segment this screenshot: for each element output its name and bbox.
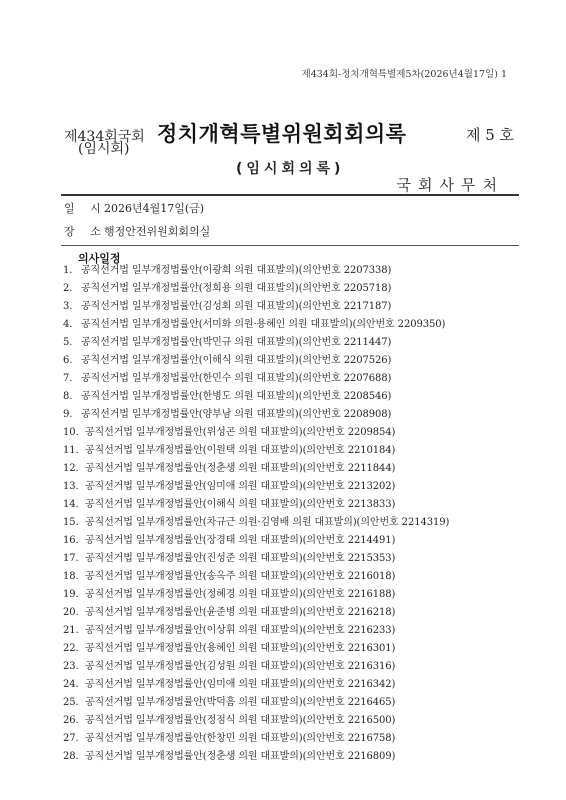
agenda-item-number: 27. <box>63 733 79 744</box>
agenda-item-number: 28. <box>63 751 79 762</box>
page-title: 정치개혁특별위원회회의록 <box>157 122 407 146</box>
agenda-item-text: 공직선거법 일부개정법률안(위성곤 의원 대표발의)(의안번호 2209854) <box>85 427 396 438</box>
agenda-item-number: 23. <box>63 661 79 672</box>
agenda-item-text: 공직선거법 일부개정법률안(서미화 의원·용혜인 의원 대표발의)(의안번호 2209350) <box>81 319 446 330</box>
agenda-item <box>63 676 536 694</box>
agenda-item <box>63 442 536 460</box>
agenda-item <box>63 712 536 730</box>
agenda-item <box>63 280 536 298</box>
date-value: 2026년4월17일(금) <box>104 202 205 215</box>
agenda-item-number: 10. <box>63 427 79 438</box>
agenda-item-text: 공직선거법 일부개정법률안(임미애 의원 대표발의)(의안번호 2216342) <box>85 679 396 690</box>
agenda-item <box>63 424 536 442</box>
divider-bottom <box>61 245 519 246</box>
temporary-session-label: (임시회) <box>78 141 130 157</box>
agenda-item-text: 공직선거법 일부개정법률안(송옥주 의원 대표발의)(의안번호 2216018) <box>85 571 396 582</box>
running-header: 제434회-정치개혁특별제5차(2026년4월17일) 1 <box>301 69 507 80</box>
agenda-item-text: 공직선거법 일부개정법률안(이해식 의원 대표발의)(의안번호 2213833) <box>85 499 396 510</box>
agenda-item <box>63 514 536 532</box>
agenda-item-text: 공직선거법 일부개정법률안(진성준 의원 대표발의)(의안번호 2215353) <box>85 553 396 564</box>
agenda-item-text: 공직선거법 일부개정법률안(차규근 의원·김영배 의원 대표발의)(의안번호 2214319) <box>85 517 450 528</box>
agenda-item-number: 5. <box>63 337 73 348</box>
agenda-item-number: 15. <box>63 517 79 528</box>
agenda-item-text: 공직선거법 일부개정법률안(한민수 의원 대표발의)(의안번호 2207688) <box>81 373 392 384</box>
agenda-item <box>63 586 536 604</box>
agenda-item-number: 16. <box>63 535 79 546</box>
agenda-item <box>63 748 536 766</box>
agenda-item-text: 공직선거법 일부개정법률안(이상휘 의원 대표발의)(의안번호 2216233) <box>85 625 396 636</box>
agenda-item-number: 26. <box>63 715 79 726</box>
agenda-item-text: 공직선거법 일부개정법률안(양부남 의원 대표발의)(의안번호 2208908) <box>81 409 392 420</box>
agenda-item-text: 공직선거법 일부개정법률안(장경태 의원 대표발의)(의안번호 2214491) <box>85 535 396 546</box>
agenda-item <box>63 568 536 586</box>
agenda-item-number: 25. <box>63 697 79 708</box>
agenda-item-text: 공직선거법 일부개정법률안(정희용 의원 대표발의)(의안번호 2205718) <box>81 283 392 294</box>
agenda-item <box>63 406 536 424</box>
minutes-type-label: (임시회의록) <box>236 161 345 177</box>
agenda-item-number: 20. <box>63 607 79 618</box>
agenda-item-number: 1. <box>63 265 73 276</box>
agenda-item-text: 공직선거법 일부개정법률안(박덕흠 의원 대표발의)(의안번호 2216465) <box>85 697 396 708</box>
meeting-place-row <box>64 223 210 239</box>
agenda-item <box>63 658 536 676</box>
agenda-item <box>63 622 536 640</box>
agenda-item <box>63 550 536 568</box>
agenda-item <box>63 532 536 550</box>
agenda-item <box>63 370 536 388</box>
issue-number: 제 5 호 <box>465 126 514 144</box>
agenda-item-number: 4. <box>63 319 73 330</box>
agenda-item <box>63 604 536 622</box>
agenda-heading: 의사일정 <box>78 252 121 265</box>
agenda-item-text: 공직선거법 일부개정법률안(이해식 의원 대표발의)(의안번호 2207526) <box>81 355 392 366</box>
agenda-item-number: 12. <box>63 463 79 474</box>
agenda-item <box>63 262 536 280</box>
agenda-item <box>63 460 536 478</box>
agenda-item-number: 18. <box>63 571 79 582</box>
agenda-item <box>63 640 536 658</box>
agenda-item-number: 11. <box>63 445 79 456</box>
agenda-item-number: 7. <box>63 373 73 384</box>
place-label: 장 소 <box>64 225 107 238</box>
agenda-item-text: 공직선거법 일부개정법률안(이광희 의원 대표발의)(의안번호 2207338) <box>81 265 392 276</box>
agenda-item-text: 공직선거법 일부개정법률안(임미애 의원 대표발의)(의안번호 2213202) <box>85 481 396 492</box>
agenda-item <box>63 352 536 370</box>
meeting-date-row <box>64 200 204 216</box>
agenda-item-number: 22. <box>63 643 79 654</box>
agenda-item-number: 17. <box>63 553 79 564</box>
agenda-item-text: 공직선거법 일부개정법률안(윤준병 의원 대표발의)(의안번호 2216218) <box>85 607 396 618</box>
agenda-item-number: 21. <box>63 625 79 636</box>
agenda-item <box>63 478 536 496</box>
agenda-item-number: 9. <box>63 409 73 420</box>
agenda-item-text: 공직선거법 일부개정법률안(용혜인 의원 대표발의)(의안번호 2216301) <box>85 643 396 654</box>
agenda-item <box>63 298 536 316</box>
session-label: 제434회국회 <box>64 129 145 145</box>
agenda-item-number: 14. <box>63 499 79 510</box>
agenda-item <box>63 334 536 352</box>
agenda-item-text: 공직선거법 일부개정법률안(정춘생 의원 대표발의)(의안번호 2216809) <box>85 751 396 762</box>
agenda-item-text: 공직선거법 일부개정법률안(김성회 의원 대표발의)(의안번호 2217187) <box>81 301 392 312</box>
agenda-item-text: 공직선거법 일부개정법률안(한병도 의원 대표발의)(의안번호 2208546) <box>81 391 392 402</box>
agenda-item <box>63 388 536 406</box>
agenda-item-number: 19. <box>63 589 79 600</box>
date-label: 일 시 <box>64 202 107 215</box>
agenda-item-number: 13. <box>63 481 79 492</box>
agenda-item-number: 24. <box>63 679 79 690</box>
agenda-item-text: 공직선거법 일부개정법률안(정점식 의원 대표발의)(의안번호 2216500) <box>85 715 396 726</box>
agenda-item-number: 6. <box>63 355 73 366</box>
agenda-list <box>63 262 536 766</box>
agenda-item-text: 공직선거법 일부개정법률안(한창민 의원 대표발의)(의안번호 2216758) <box>85 733 396 744</box>
agenda-item-text: 공직선거법 일부개정법률안(박민규 의원 대표발의)(의안번호 2211447) <box>81 337 392 348</box>
divider-top <box>61 194 519 196</box>
agenda-item-text: 공직선거법 일부개정법률안(김성원 의원 대표발의)(의안번호 2216316) <box>85 661 396 672</box>
agenda-item <box>63 496 536 514</box>
agenda-item-number: 2. <box>63 283 73 294</box>
place-value: 행정안전위원회회의실 <box>104 225 211 238</box>
agenda-item-number: 3. <box>63 301 73 312</box>
agenda-item <box>63 694 536 712</box>
agenda-item-text: 공직선거법 일부개정법률안(정춘생 의원 대표발의)(의안번호 2211844) <box>85 463 396 474</box>
agenda-item-text: 공직선거법 일부개정법률안(이원택 의원 대표발의)(의안번호 2210184) <box>85 445 396 456</box>
publisher: 국회사무처 <box>396 176 504 194</box>
agenda-item <box>63 316 536 334</box>
agenda-item-text: 공직선거법 일부개정법률안(정혜경 의원 대표발의)(의안번호 2216188) <box>85 589 396 600</box>
agenda-item <box>63 730 536 748</box>
agenda-item-number: 8. <box>63 391 73 402</box>
